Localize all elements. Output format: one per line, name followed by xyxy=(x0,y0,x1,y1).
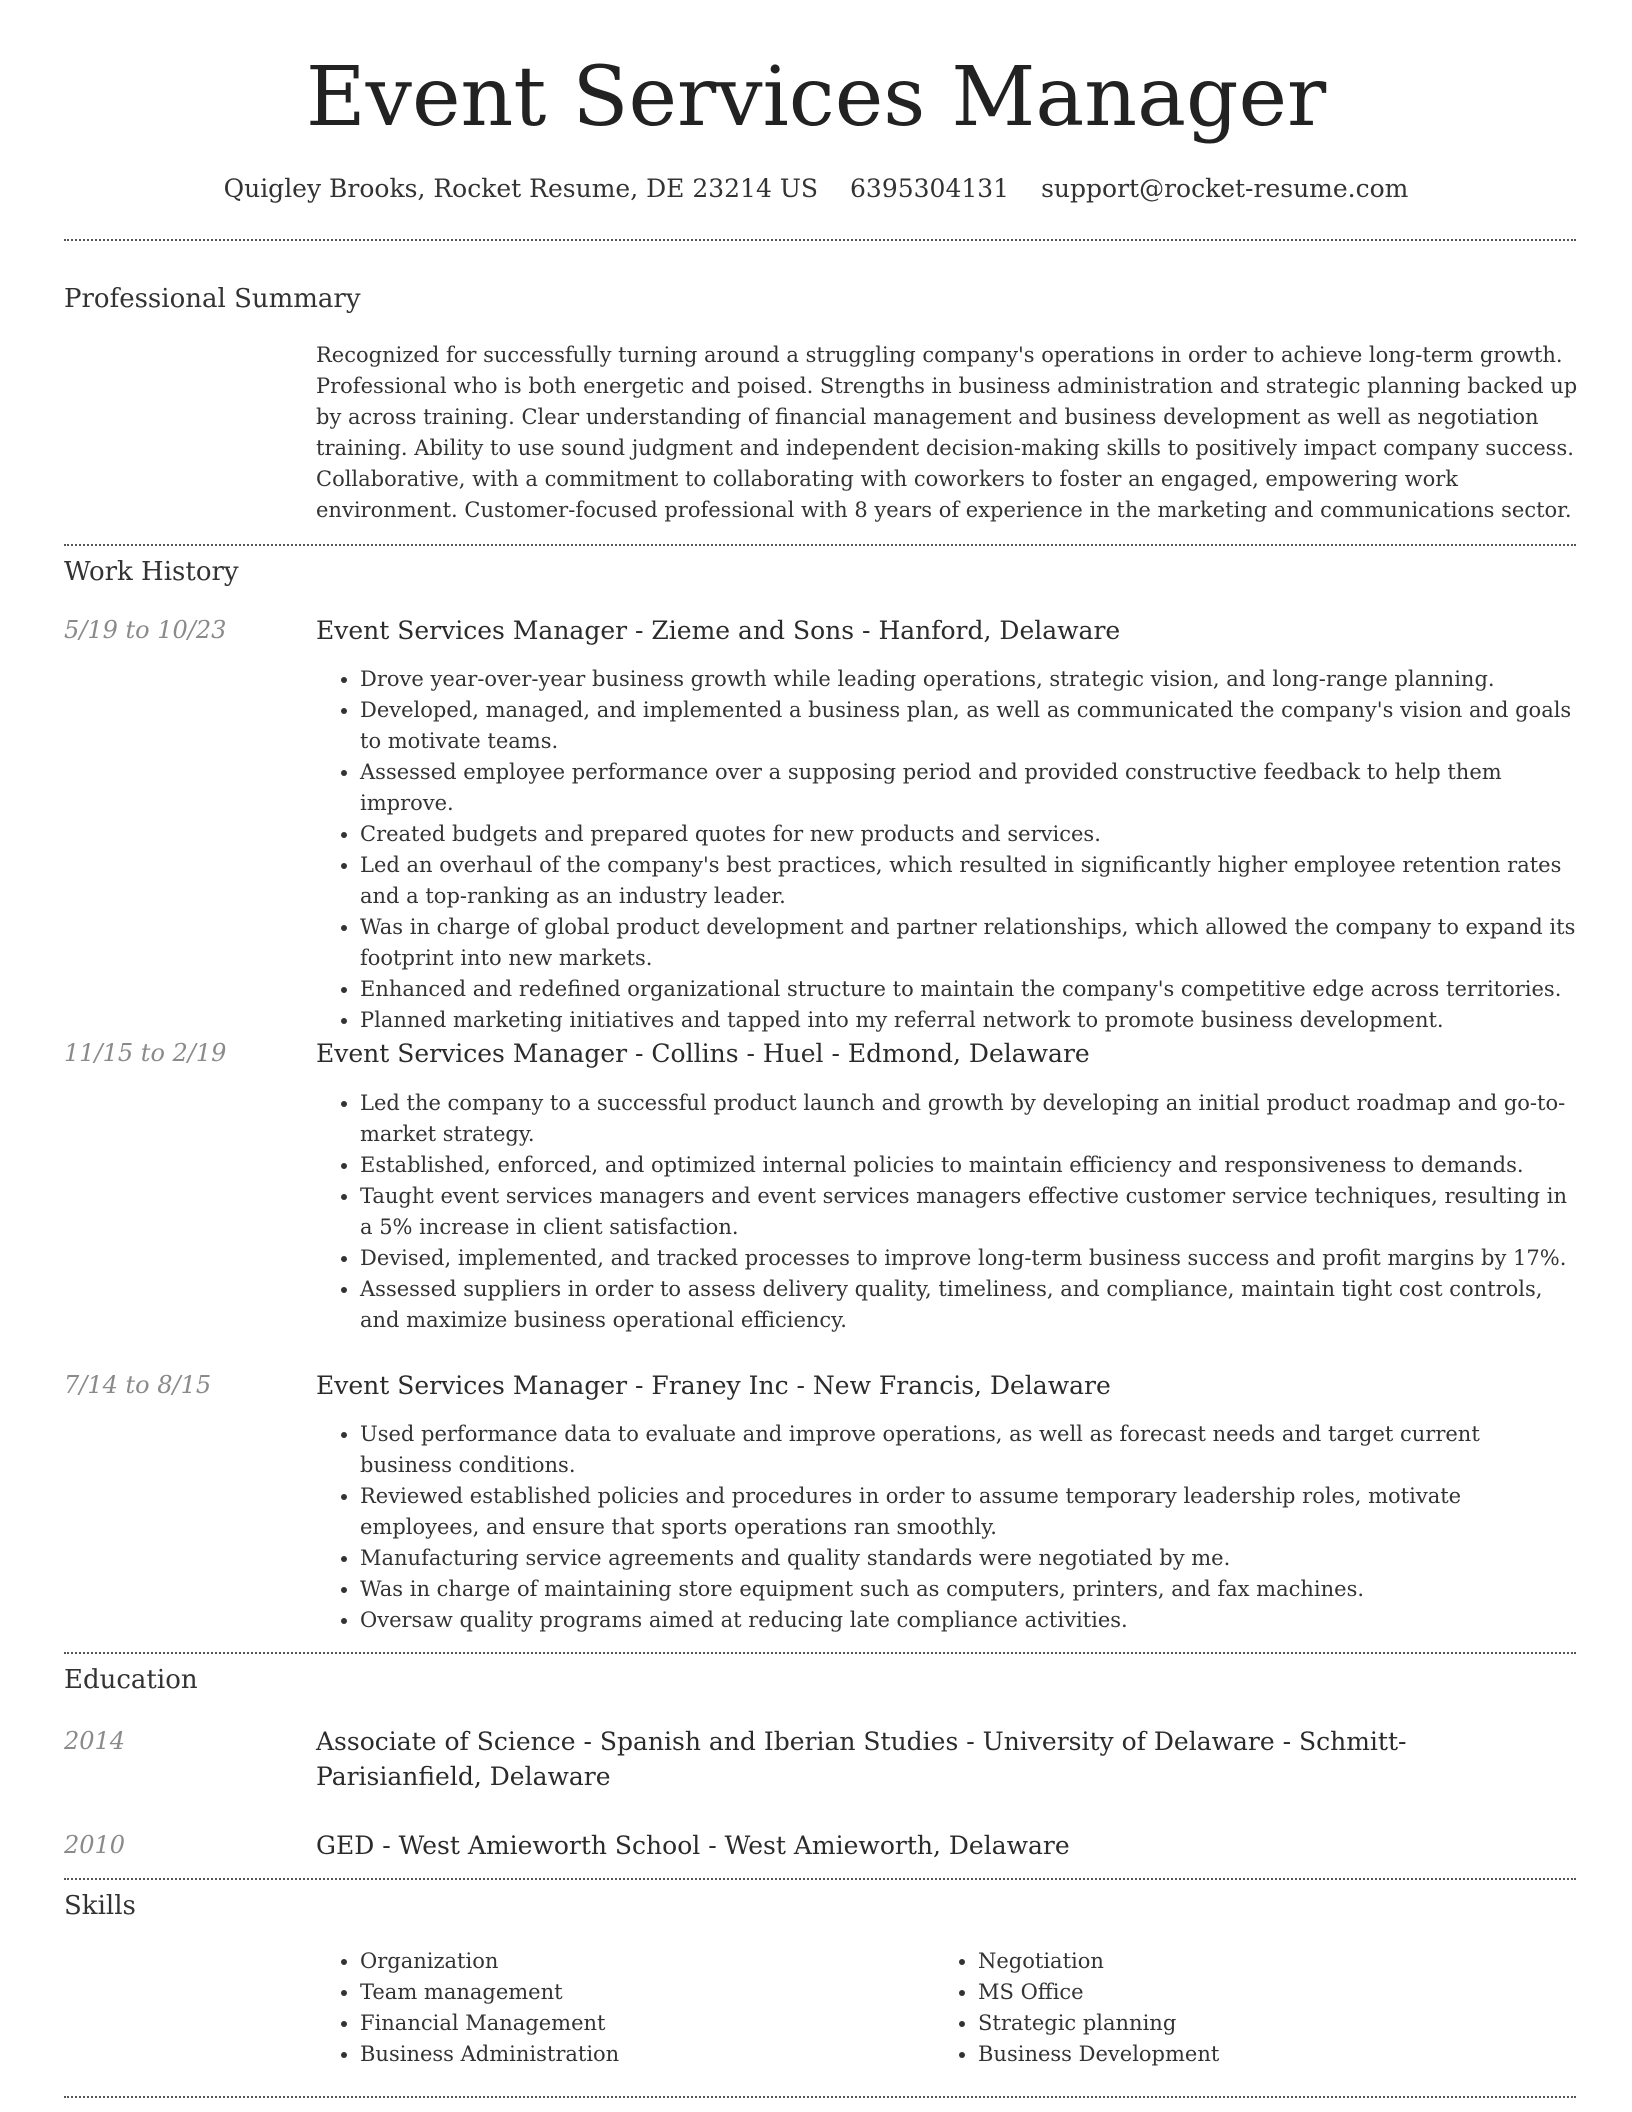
skills-list xyxy=(316,1946,1578,2070)
section-divider xyxy=(64,239,1576,241)
list-item: • Was in charge of maintaining store equipment such as computers, printers, and fax machines. xyxy=(360,1574,1578,1605)
list-item: • Was in charge of global product development and partner relationships, which allowed the company to expand its footprint into new markets. xyxy=(360,912,1578,974)
education-degree: GED - West Amieworth School - West Amieworth, Delaware xyxy=(316,1831,1070,1860)
list-item: • Organization xyxy=(360,1946,934,1977)
job-details xyxy=(316,1088,1578,1336)
list-item: • Team management xyxy=(360,1977,934,2008)
job-bullets xyxy=(316,1419,1578,1636)
summary-heading: Professional Summary xyxy=(64,284,361,314)
list-item: • Negotiation xyxy=(978,1946,1552,1977)
list-item: • MS Office xyxy=(978,1977,1552,2008)
summary-text: Recognized for successfully turning around a struggling company's operations in order to achieve long-term growth. Professional who is both energetic and poised. Strengths in business administration and strategic planning backed up by across training. Clear understanding of financial management and business development as well as negotiation training. Ability to use sound judgment and independent decision-making skills to positively impact company success. Collaborative, with a commitment to collaborating with coworkers to foster an engaged, empowering work environment. Customer-focused professional with 8 years of experience in the marketing and communications sector. xyxy=(316,343,1578,522)
job-dates: 7/14 to 8/15 xyxy=(64,1371,212,1399)
education-heading: Education xyxy=(64,1665,198,1695)
education-year: 2014 xyxy=(64,1727,126,1755)
contact-address: Quigley Brooks, Rocket Resume, DE 23214 US xyxy=(223,174,819,203)
list-item: • Developed, managed, and implemented a business plan, as well as communicated the company's vision and goals to motivate teams. xyxy=(360,695,1578,757)
list-item: • Led an overhaul of the company's best practices, which resulted in significantly higher employee retention rates and a top-ranking as an industry leader. xyxy=(360,850,1578,912)
list-item: • Created budgets and prepared quotes for new products and services. xyxy=(360,819,1578,850)
summary-body xyxy=(316,340,1578,526)
contact-phone: 6395304131 xyxy=(850,174,1010,203)
contact-email: support@rocket-resume.com xyxy=(1041,174,1409,203)
list-item: • Assessed suppliers in order to assess delivery quality, timeliness, and compliance, maintain tight cost controls, and maximize business operational efficiency. xyxy=(360,1274,1578,1336)
list-item: • Manufacturing service agreements and quality standards were negotiated by me. xyxy=(360,1543,1578,1574)
contact-line xyxy=(0,174,1632,203)
skills-column-left xyxy=(316,1946,934,2070)
skills-bullets xyxy=(934,1946,1552,2070)
job-bullets xyxy=(316,1088,1578,1336)
job-bullets xyxy=(316,664,1578,1036)
resume-name: Event Services Manager xyxy=(305,50,1327,145)
list-item: • Business Development xyxy=(978,2039,1552,2070)
education-degree: Associate of Science - Spanish and Iberian Studies - University of Delaware - Schmitt-Parisianfield, Delaware xyxy=(316,1727,1407,1791)
list-item: • Strategic planning xyxy=(978,2008,1552,2039)
list-item: • Drove year-over-year business growth while leading operations, strategic vision, and long-range planning. xyxy=(360,664,1578,695)
resume-header xyxy=(0,0,1632,203)
skills-column-right xyxy=(934,1946,1552,2070)
list-item: • Financial Management xyxy=(360,2008,934,2039)
job-dates: 11/15 to 2/19 xyxy=(64,1039,227,1067)
list-item: • Planned marketing initiatives and tapped into my referral network to promote business development. xyxy=(360,1005,1578,1036)
list-item: • Used performance data to evaluate and improve operations, as well as forecast needs and target current business conditions. xyxy=(360,1419,1578,1481)
section-divider xyxy=(64,1652,1576,1654)
section-divider xyxy=(64,544,1576,546)
list-item: • Oversaw quality programs aimed at reducing late compliance activities. xyxy=(360,1605,1578,1636)
list-item: • Business Administration xyxy=(360,2039,934,2070)
list-item: • Led the company to a successful product launch and growth by developing an initial product roadmap and go-to-market strategy. xyxy=(360,1088,1578,1150)
job-title: Event Services Manager - Franey Inc - New Francis, Delaware xyxy=(316,1371,1111,1400)
section-divider xyxy=(64,2096,1576,2098)
section-divider xyxy=(64,1878,1576,1880)
skills-bullets xyxy=(316,1946,934,2070)
job-dates: 5/19 to 10/23 xyxy=(64,616,227,644)
job-title: Event Services Manager - Zieme and Sons - Hanford, Delaware xyxy=(316,616,1121,645)
list-item: • Taught event services managers and event services managers effective customer service techniques, resulting in a 5% increase in client satisfaction. xyxy=(360,1181,1578,1243)
job-title: Event Services Manager - Collins - Huel - Edmond, Delaware xyxy=(316,1039,1090,1068)
list-item: • Reviewed established policies and procedures in order to assume temporary leadership roles, motivate employees, and ensure that sports operations ran smoothly. xyxy=(360,1481,1578,1543)
skills-heading: Skills xyxy=(64,1891,136,1921)
education-year: 2010 xyxy=(64,1831,126,1859)
list-item: • Devised, implemented, and tracked processes to improve long-term business success and profit margins by 17%. xyxy=(360,1243,1578,1274)
job-details xyxy=(316,1419,1578,1636)
list-item: • Enhanced and redefined organizational structure to maintain the company's competitive edge across territories. xyxy=(360,974,1578,1005)
list-item: • Assessed employee performance over a supposing period and provided constructive feedback to help them improve. xyxy=(360,757,1578,819)
list-item: • Established, enforced, and optimized internal policies to maintain efficiency and responsiveness to demands. xyxy=(360,1150,1578,1181)
work-history-heading: Work History xyxy=(64,557,239,587)
job-details xyxy=(316,664,1578,1036)
